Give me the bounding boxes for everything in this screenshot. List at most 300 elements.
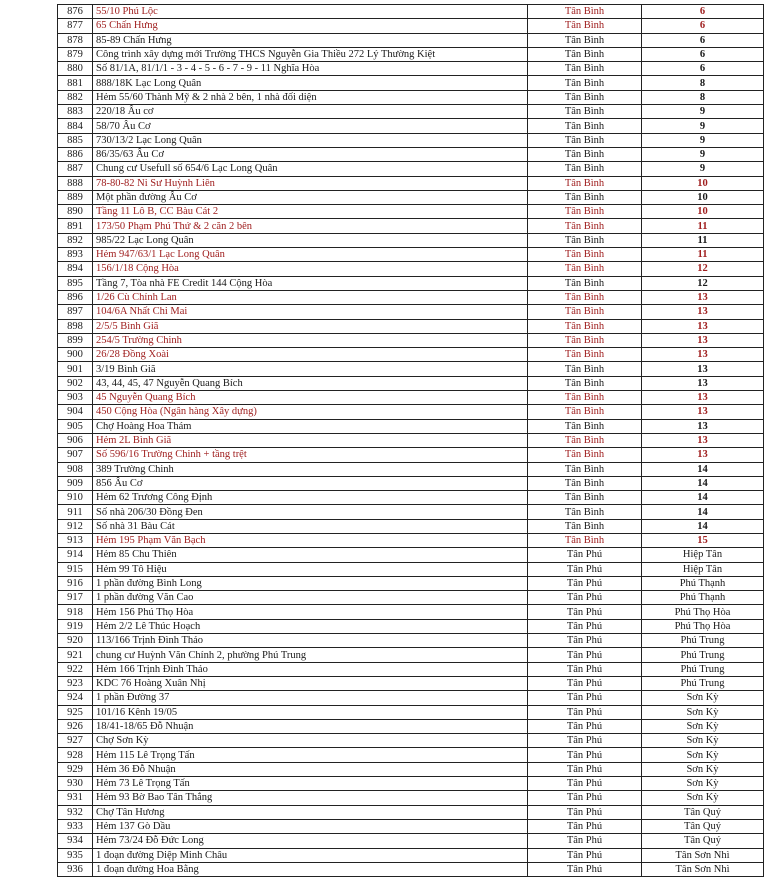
address-cell: 1 đoạn đường Hoa Bằng — [93, 862, 528, 876]
table-row — [58, 791, 764, 805]
ward-cell: Sơn Kỳ — [642, 734, 764, 748]
district-cell: Tân Bình — [528, 419, 642, 433]
ward-cell: 6 — [642, 47, 764, 61]
ward-cell: Sơn Kỳ — [642, 748, 764, 762]
ward-cell: 11 — [642, 233, 764, 247]
district-cell: Tân Bình — [528, 348, 642, 362]
ward-cell: Phú Thạnh — [642, 576, 764, 590]
ward-cell: 11 — [642, 219, 764, 233]
district-cell: Tân Bình — [528, 190, 642, 204]
table-row — [58, 190, 764, 204]
row-number-cell: 922 — [58, 662, 93, 676]
district-cell: Tân Bình — [528, 105, 642, 119]
district-cell: Tân Bình — [528, 319, 642, 333]
table-row — [58, 348, 764, 362]
district-cell: Tân Phú — [528, 777, 642, 791]
ward-cell: Tân Quý — [642, 805, 764, 819]
address-cell: Chợ Hoàng Hoa Thám — [93, 419, 528, 433]
ward-cell: 9 — [642, 133, 764, 147]
row-number-cell: 895 — [58, 276, 93, 290]
ward-cell: Phú Thọ Hòa — [642, 605, 764, 619]
address-cell: Hẻm 62 Trương Công Định — [93, 491, 528, 505]
table-row — [58, 90, 764, 104]
district-cell: Tân Phú — [528, 862, 642, 876]
address-cell: 58/70 Âu Cơ — [93, 119, 528, 133]
table-row — [58, 333, 764, 347]
address-cell: 389 Trường Chinh — [93, 462, 528, 476]
address-cell: Công trình xây dựng mới Trường THCS Nguyễn Gia Thiều 272 Lý Thường Kiệt — [93, 47, 528, 61]
row-number-cell: 876 — [58, 5, 93, 19]
table-row — [58, 119, 764, 133]
address-cell: KDC 76 Hoàng Xuân Nhị — [93, 676, 528, 690]
district-cell: Tân Bình — [528, 305, 642, 319]
district-cell: Tân Bình — [528, 262, 642, 276]
row-number-cell: 889 — [58, 190, 93, 204]
district-cell: Tân Phú — [528, 619, 642, 633]
row-number-cell: 921 — [58, 648, 93, 662]
row-number-cell: 919 — [58, 619, 93, 633]
district-cell: Tân Bình — [528, 233, 642, 247]
ward-cell: Sơn Kỳ — [642, 719, 764, 733]
address-cell: Hẻm 115 Lê Trọng Tấn — [93, 748, 528, 762]
district-cell: Tân Phú — [528, 819, 642, 833]
row-number-cell: 925 — [58, 705, 93, 719]
lockdown-address-table — [57, 4, 764, 877]
table-row — [58, 676, 764, 690]
row-number-cell: 897 — [58, 305, 93, 319]
address-cell: 888/18K Lạc Long Quân — [93, 76, 528, 90]
address-cell: 156/1/18 Cộng Hòa — [93, 262, 528, 276]
ward-cell: 9 — [642, 119, 764, 133]
address-cell: 18/41-18/65 Đỗ Nhuận — [93, 719, 528, 733]
district-cell: Tân Bình — [528, 376, 642, 390]
row-number-cell: 910 — [58, 491, 93, 505]
district-cell: Tân Bình — [528, 47, 642, 61]
address-cell: 1 phần đường Văn Cao — [93, 591, 528, 605]
row-number-cell: 899 — [58, 333, 93, 347]
table-row — [58, 805, 764, 819]
table-row — [58, 819, 764, 833]
ward-cell: Tân Quý — [642, 819, 764, 833]
ward-cell: 9 — [642, 147, 764, 161]
table-row — [58, 362, 764, 376]
address-cell: Số 596/16 Trường Chinh + tầng trệt — [93, 448, 528, 462]
row-number-cell: 898 — [58, 319, 93, 333]
address-cell: 43, 44, 45, 47 Nguyễn Quang Bích — [93, 376, 528, 390]
row-number-cell: 918 — [58, 605, 93, 619]
address-cell: Hẻm 156 Phú Thọ Hòa — [93, 605, 528, 619]
district-cell: Tân Bình — [528, 147, 642, 161]
address-cell: Hẻm 73/24 Đỗ Đức Long — [93, 834, 528, 848]
table-row — [58, 448, 764, 462]
ward-cell: Tân Sơn Nhì — [642, 848, 764, 862]
district-cell: Tân Bình — [528, 33, 642, 47]
ward-cell: 6 — [642, 62, 764, 76]
address-cell: Hẻm 166 Trịnh Đình Thảo — [93, 662, 528, 676]
table-row — [58, 276, 764, 290]
district-cell: Tân Bình — [528, 405, 642, 419]
table-row — [58, 47, 764, 61]
row-number-cell: 920 — [58, 634, 93, 648]
row-number-cell: 877 — [58, 19, 93, 33]
address-cell: 2/5/5 Bình Giã — [93, 319, 528, 333]
table-row — [58, 848, 764, 862]
district-cell: Tân Phú — [528, 705, 642, 719]
row-number-cell: 928 — [58, 748, 93, 762]
row-number-cell: 931 — [58, 791, 93, 805]
row-number-cell: 880 — [58, 62, 93, 76]
district-cell: Tân Bình — [528, 448, 642, 462]
ward-cell: Phú Thọ Hòa — [642, 619, 764, 633]
address-cell: 1 phần Đường 37 — [93, 691, 528, 705]
ward-cell: Sơn Kỳ — [642, 762, 764, 776]
table-row — [58, 76, 764, 90]
district-cell: Tân Bình — [528, 76, 642, 90]
row-number-cell: 879 — [58, 47, 93, 61]
row-number-cell: 902 — [58, 376, 93, 390]
row-number-cell: 888 — [58, 176, 93, 190]
district-cell: Tân Phú — [528, 848, 642, 862]
ward-cell: Hiệp Tân — [642, 548, 764, 562]
district-cell: Tân Bình — [528, 505, 642, 519]
address-cell: Chợ Sơn Kỳ — [93, 734, 528, 748]
table-row — [58, 233, 764, 247]
ward-cell: 13 — [642, 333, 764, 347]
row-number-cell: 934 — [58, 834, 93, 848]
address-cell: 101/16 Kênh 19/05 — [93, 705, 528, 719]
row-number-cell: 913 — [58, 533, 93, 547]
ward-cell: 13 — [642, 319, 764, 333]
ward-cell: 13 — [642, 376, 764, 390]
district-cell: Tân Phú — [528, 662, 642, 676]
table-row — [58, 5, 764, 19]
ward-cell: Phú Trung — [642, 662, 764, 676]
district-cell: Tân Phú — [528, 691, 642, 705]
district-cell: Tân Phú — [528, 834, 642, 848]
row-number-cell: 890 — [58, 205, 93, 219]
address-cell: 78-80-82 Ni Sư Huỳnh Liên — [93, 176, 528, 190]
district-cell: Tân Bình — [528, 5, 642, 19]
row-number-cell: 883 — [58, 105, 93, 119]
address-cell: Hẻm 137 Gò Dầu — [93, 819, 528, 833]
district-cell: Tân Phú — [528, 591, 642, 605]
ward-cell: 13 — [642, 405, 764, 419]
district-cell: Tân Phú — [528, 805, 642, 819]
ward-cell: 10 — [642, 190, 764, 204]
ward-cell: 13 — [642, 305, 764, 319]
row-number-cell: 936 — [58, 862, 93, 876]
district-cell: Tân Bình — [528, 176, 642, 190]
table-row — [58, 648, 764, 662]
address-cell: Hẻm 99 Tô Hiệu — [93, 562, 528, 576]
address-cell: 86/35/63 Âu Cơ — [93, 147, 528, 161]
address-cell: 730/13/2 Lạc Long Quân — [93, 133, 528, 147]
address-cell: Hẻm 55/60 Thành Mỹ & 2 nhà 2 bên, 1 nhà đối diện — [93, 90, 528, 104]
row-number-cell: 914 — [58, 548, 93, 562]
district-cell: Tân Bình — [528, 119, 642, 133]
table-row — [58, 662, 764, 676]
ward-cell: 15 — [642, 533, 764, 547]
ward-cell: Tân Sơn Nhì — [642, 862, 764, 876]
ward-cell: 14 — [642, 462, 764, 476]
table-row — [58, 62, 764, 76]
table-row — [58, 462, 764, 476]
district-cell: Tân Bình — [528, 219, 642, 233]
district-cell: Tân Phú — [528, 562, 642, 576]
row-number-cell: 905 — [58, 419, 93, 433]
ward-cell: 14 — [642, 476, 764, 490]
address-cell: Hẻm 85 Chu Thiên — [93, 548, 528, 562]
table-row — [58, 691, 764, 705]
table-row — [58, 376, 764, 390]
ward-cell: 14 — [642, 519, 764, 533]
table-row — [58, 748, 764, 762]
table-row — [58, 262, 764, 276]
address-cell: 85-89 Chấn Hưng — [93, 33, 528, 47]
ward-cell: Sơn Kỳ — [642, 705, 764, 719]
district-cell: Tân Bình — [528, 519, 642, 533]
district-cell: Tân Bình — [528, 290, 642, 304]
table-row — [58, 162, 764, 176]
ward-cell: 12 — [642, 276, 764, 290]
address-cell: Tầng 11 Lô B, CC Bàu Cát 2 — [93, 205, 528, 219]
ward-cell: 13 — [642, 433, 764, 447]
address-cell: Hẻm 2/2 Lê Thúc Hoạch — [93, 619, 528, 633]
ward-cell: Phú Thạnh — [642, 591, 764, 605]
table-row — [58, 319, 764, 333]
row-number-cell: 915 — [58, 562, 93, 576]
address-cell: 856 Âu Cơ — [93, 476, 528, 490]
table-row — [58, 491, 764, 505]
address-cell: chung cư Huỳnh Văn Chính 2, phường Phú Trung — [93, 648, 528, 662]
row-number-cell: 896 — [58, 290, 93, 304]
table-row — [58, 719, 764, 733]
table-body — [58, 5, 764, 877]
table-row — [58, 419, 764, 433]
row-number-cell: 923 — [58, 676, 93, 690]
ward-cell: 13 — [642, 290, 764, 304]
table-row — [58, 391, 764, 405]
ward-cell: 8 — [642, 90, 764, 104]
ward-cell: Phú Trung — [642, 676, 764, 690]
address-cell: 65 Chấn Hưng — [93, 19, 528, 33]
row-number-cell: 932 — [58, 805, 93, 819]
row-number-cell: 894 — [58, 262, 93, 276]
district-cell: Tân Phú — [528, 791, 642, 805]
district-cell: Tân Bình — [528, 333, 642, 347]
ward-cell: 11 — [642, 248, 764, 262]
row-number-cell: 892 — [58, 233, 93, 247]
district-cell: Tân Bình — [528, 133, 642, 147]
table-row — [58, 533, 764, 547]
row-number-cell: 935 — [58, 848, 93, 862]
row-number-cell: 893 — [58, 248, 93, 262]
row-number-cell: 908 — [58, 462, 93, 476]
ward-cell: Sơn Kỳ — [642, 791, 764, 805]
ward-cell: 13 — [642, 391, 764, 405]
table-row — [58, 634, 764, 648]
row-number-cell: 930 — [58, 777, 93, 791]
row-number-cell: 909 — [58, 476, 93, 490]
row-number-cell: 878 — [58, 33, 93, 47]
address-cell: Hẻm 195 Phạm Văn Bạch — [93, 533, 528, 547]
district-cell: Tân Phú — [528, 748, 642, 762]
address-cell: Số nhà 31 Bàu Cát — [93, 519, 528, 533]
table-row — [58, 133, 764, 147]
table-row — [58, 219, 764, 233]
table-row — [58, 248, 764, 262]
row-number-cell: 903 — [58, 391, 93, 405]
district-cell: Tân Phú — [528, 762, 642, 776]
address-cell: 1 phần đường Bình Long — [93, 576, 528, 590]
address-cell: Chung cư Usefull số 654/6 Lạc Long Quân — [93, 162, 528, 176]
table-row — [58, 205, 764, 219]
district-cell: Tân Bình — [528, 433, 642, 447]
ward-cell: Sơn Kỳ — [642, 691, 764, 705]
row-number-cell: 933 — [58, 819, 93, 833]
ward-cell: 8 — [642, 76, 764, 90]
district-cell: Tân Phú — [528, 576, 642, 590]
table-row — [58, 519, 764, 533]
address-cell: Hẻm 73 Lê Trọng Tấn — [93, 777, 528, 791]
row-number-cell: 904 — [58, 405, 93, 419]
address-cell: 1/26 Cù Chính Lan — [93, 290, 528, 304]
address-cell: Tầng 7, Tòa nhà FE Credit 144 Cộng Hòa — [93, 276, 528, 290]
district-cell: Tân Bình — [528, 19, 642, 33]
table-row — [58, 505, 764, 519]
district-cell: Tân Bình — [528, 491, 642, 505]
ward-cell: 6 — [642, 19, 764, 33]
ward-cell: 13 — [642, 362, 764, 376]
ward-cell: Tân Quý — [642, 834, 764, 848]
district-cell: Tân Bình — [528, 476, 642, 490]
address-cell: 55/10 Phú Lộc — [93, 5, 528, 19]
address-cell: 1 đoạn đường Diệp Minh Châu — [93, 848, 528, 862]
ward-cell: 13 — [642, 348, 764, 362]
row-number-cell: 917 — [58, 591, 93, 605]
district-cell: Tân Bình — [528, 533, 642, 547]
address-cell: 45 Nguyễn Quang Bích — [93, 391, 528, 405]
table-row — [58, 619, 764, 633]
table-row — [58, 19, 764, 33]
district-cell: Tân Bình — [528, 162, 642, 176]
district-cell: Tân Phú — [528, 648, 642, 662]
address-cell: 254/5 Trường Chinh — [93, 333, 528, 347]
row-number-cell: 927 — [58, 734, 93, 748]
row-number-cell: 886 — [58, 147, 93, 161]
table-row — [58, 405, 764, 419]
table-row — [58, 176, 764, 190]
row-number-cell: 929 — [58, 762, 93, 776]
row-number-cell: 884 — [58, 119, 93, 133]
row-number-cell: 906 — [58, 433, 93, 447]
district-cell: Tân Bình — [528, 276, 642, 290]
district-cell: Tân Phú — [528, 734, 642, 748]
address-cell: Hẻm 36 Đỗ Nhuận — [93, 762, 528, 776]
address-cell: 3/19 Bình Giã — [93, 362, 528, 376]
address-cell: 173/50 Phạm Phú Thứ & 2 căn 2 bên — [93, 219, 528, 233]
table-row — [58, 834, 764, 848]
ward-cell: 14 — [642, 505, 764, 519]
address-cell: Hẻm 2L Bình Giã — [93, 433, 528, 447]
table-row — [58, 734, 764, 748]
ward-cell: Phú Trung — [642, 634, 764, 648]
district-cell: Tân Bình — [528, 362, 642, 376]
address-cell: Hẻm 93 Bờ Bao Tân Thắng — [93, 791, 528, 805]
row-number-cell: 882 — [58, 90, 93, 104]
ward-cell: 10 — [642, 176, 764, 190]
row-number-cell: 900 — [58, 348, 93, 362]
table-row — [58, 705, 764, 719]
row-number-cell: 916 — [58, 576, 93, 590]
ward-cell: 9 — [642, 105, 764, 119]
table-row — [58, 862, 764, 876]
ward-cell: 10 — [642, 205, 764, 219]
ward-cell: Sơn Kỳ — [642, 777, 764, 791]
district-cell: Tân Bình — [528, 90, 642, 104]
table-row — [58, 591, 764, 605]
table-row — [58, 576, 764, 590]
table-row — [58, 762, 764, 776]
ward-cell: Hiệp Tân — [642, 562, 764, 576]
district-cell: Tân Bình — [528, 391, 642, 405]
ward-cell: 6 — [642, 33, 764, 47]
ward-cell: 14 — [642, 491, 764, 505]
row-number-cell: 911 — [58, 505, 93, 519]
address-cell: Hẻm 947/63/1 Lạc Long Quân — [93, 248, 528, 262]
row-number-cell: 924 — [58, 691, 93, 705]
table-row — [58, 777, 764, 791]
row-number-cell: 907 — [58, 448, 93, 462]
address-cell: 104/6A Nhất Chi Mai — [93, 305, 528, 319]
district-cell: Tân Phú — [528, 605, 642, 619]
table-row — [58, 548, 764, 562]
district-cell: Tân Bình — [528, 62, 642, 76]
address-cell: Chợ Tân Hương — [93, 805, 528, 819]
row-number-cell: 912 — [58, 519, 93, 533]
row-number-cell: 901 — [58, 362, 93, 376]
address-cell: 450 Cộng Hòa (Ngân hàng Xây dựng) — [93, 405, 528, 419]
district-cell: Tân Phú — [528, 719, 642, 733]
row-number-cell: 891 — [58, 219, 93, 233]
ward-cell: 9 — [642, 162, 764, 176]
address-cell: 220/18 Âu cơ — [93, 105, 528, 119]
ward-cell: Phú Trung — [642, 648, 764, 662]
table-row — [58, 105, 764, 119]
address-cell: Số 81/1A, 81/1/1 - 3 - 4 - 5 - 6 - 7 - 9 - 11 Nghĩa Hòa — [93, 62, 528, 76]
ward-cell: 13 — [642, 448, 764, 462]
ward-cell: 12 — [642, 262, 764, 276]
ward-cell: 13 — [642, 419, 764, 433]
district-cell: Tân Bình — [528, 205, 642, 219]
row-number-cell: 881 — [58, 76, 93, 90]
address-cell: 113/166 Trịnh Đình Thảo — [93, 634, 528, 648]
table-row — [58, 562, 764, 576]
table-row — [58, 433, 764, 447]
row-number-cell: 887 — [58, 162, 93, 176]
address-cell: 985/22 Lạc Long Quân — [93, 233, 528, 247]
row-number-cell: 926 — [58, 719, 93, 733]
district-cell: Tân Phú — [528, 676, 642, 690]
district-cell: Tân Bình — [528, 462, 642, 476]
table-row — [58, 290, 764, 304]
ward-cell: 6 — [642, 5, 764, 19]
address-cell: Một phần đường Âu Cơ — [93, 190, 528, 204]
table-row — [58, 147, 764, 161]
table-row — [58, 33, 764, 47]
address-cell: 26/28 Đồng Xoài — [93, 348, 528, 362]
address-cell: Số nhà 206/30 Đồng Đen — [93, 505, 528, 519]
